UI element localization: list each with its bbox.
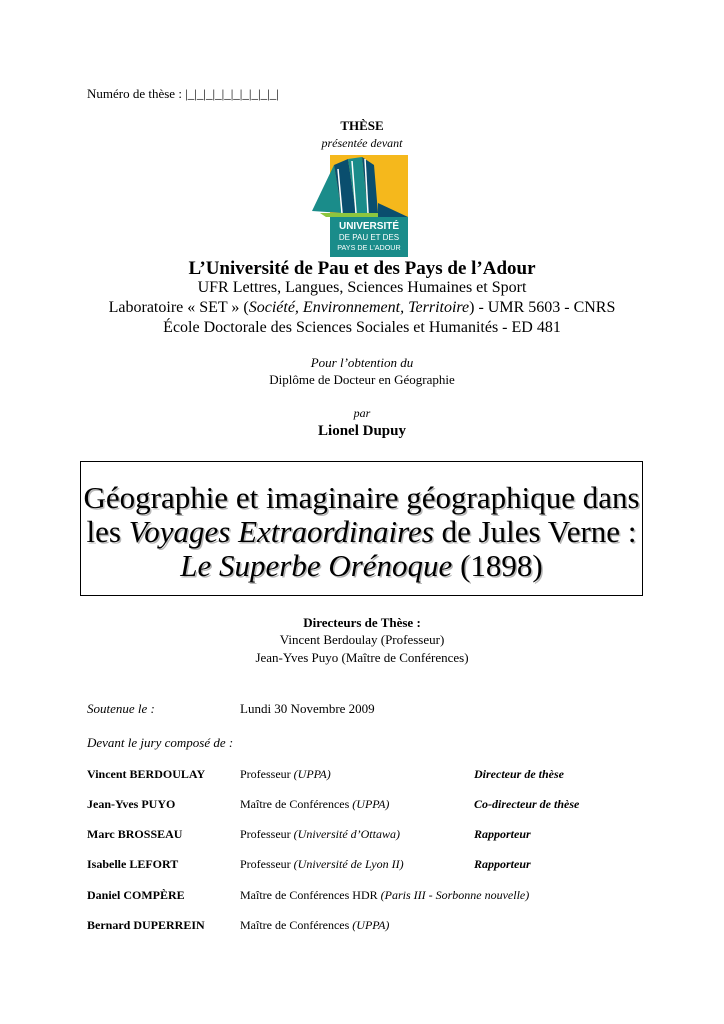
jury-member-title: Maître de Conférences (UPPA) <box>240 797 390 811</box>
defense-date-label: Soutenue le : <box>87 701 155 716</box>
ufr-name: UFR Lettres, Langues, Sciences Humaines et Sport <box>197 279 527 296</box>
jury-member-role: Rapporteur <box>474 857 531 871</box>
presented-before-label: présentée devant <box>321 136 403 150</box>
jury-member-name: Jean-Yves PUYO <box>87 797 176 811</box>
logo-text-line1: UNIVERSITÉ <box>338 221 400 232</box>
jury-member-name: Daniel COMPÈRE <box>87 888 185 902</box>
laboratory-line <box>0 299 724 317</box>
logo-green-band <box>320 213 378 217</box>
jury-row <box>0 797 724 815</box>
jury-label: Devant le jury composé de : <box>87 735 234 750</box>
jury-member-name: Isabelle LEFORT <box>87 857 179 871</box>
director-item: Jean-Yves Puyo (Maître de Conférences) <box>255 650 469 665</box>
by-label: par <box>353 406 371 420</box>
jury-member-affiliation: (UPPA) <box>352 797 390 811</box>
jury-member-role: Directeur de thèse <box>474 767 564 781</box>
jury-row <box>0 827 724 845</box>
university-name: L’Université de Pau et des Pays de l’Adour <box>188 258 536 279</box>
title-line3-italic: Le Superbe Orénoque <box>180 548 453 583</box>
title-line2-suffix: de Jules Verne : <box>433 514 637 549</box>
thesis-title-box <box>80 461 643 596</box>
title-line2-italic: Voyages Extraordinaires <box>128 514 434 549</box>
thesis-number-field: Numéro de thèse : |_|_|_|_|_|_|_|_|_|_| <box>87 86 279 101</box>
thesis-title-line1: Géographie et imaginaire géographique dans <box>83 480 640 515</box>
jury-member-affiliation: (UPPA) <box>293 767 331 781</box>
jury-row <box>0 918 724 936</box>
jury-member-title: Professeur (Université de Lyon II) <box>240 857 404 871</box>
jury-member-affiliation: (UPPA) <box>352 918 390 932</box>
director-item: Vincent Berdoulay (Professeur) <box>279 632 445 647</box>
jury-member-name: Marc BROSSEAU <box>87 827 183 841</box>
jury-member-title: Maître de Conférences (UPPA) <box>240 918 390 932</box>
jury-member-name: Bernard DUPERREIN <box>87 918 205 932</box>
jury-member-affiliation: (Université d’Ottawa) <box>293 827 400 841</box>
thesis-title-line3 <box>81 548 642 584</box>
logo-text-line3: PAYS DE L'ADOUR <box>337 243 401 252</box>
jury-member-role: Rapporteur <box>474 827 531 841</box>
jury-member-role: Co-directeur de thèse <box>474 797 580 811</box>
university-logo-graphic <box>312 155 408 257</box>
degree-intro: Pour l’obtention du <box>310 355 414 370</box>
title-line2-prefix: les <box>86 514 129 549</box>
jury-row <box>0 857 724 875</box>
directors-heading: Directeurs de Thèse : <box>303 615 421 630</box>
jury-member-affiliation: (Paris III - Sorbonne nouvelle) <box>380 888 530 902</box>
document-type-heading: THÈSE <box>340 118 384 133</box>
degree-name: Diplôme de Docteur en Géographie <box>269 372 455 387</box>
labo-suffix: ) - UMR 5603 - CNRS <box>469 299 616 316</box>
labo-italic: Société, Environnement, Territoire <box>248 299 470 316</box>
defense-date: Lundi 30 Novembre 2009 <box>240 701 375 716</box>
logo-text-line2: DE PAU ET DES <box>338 233 400 242</box>
jury-row <box>0 767 724 785</box>
doctoral-school: École Doctorale des Sciences Sociales et Humanités - ED 481 <box>163 319 561 336</box>
title-line3-suffix: (1898) <box>452 548 543 583</box>
labo-prefix: Laboratoire « SET » ( <box>108 299 249 316</box>
university-logo <box>312 155 408 257</box>
jury-member-name: Vincent BERDOULAY <box>87 767 206 781</box>
jury-member-affiliation: (Université de Lyon II) <box>293 857 404 871</box>
jury-member-title: Maître de Conférences HDR (Paris III - Sorbonne nouvelle) <box>240 888 530 902</box>
author-name: Lionel Dupuy <box>318 423 406 439</box>
thesis-title-line2 <box>81 514 642 550</box>
jury-row <box>0 888 724 906</box>
jury-member-title: Professeur (Université d’Ottawa) <box>240 827 400 841</box>
jury-member-title: Professeur (UPPA) <box>240 767 331 781</box>
